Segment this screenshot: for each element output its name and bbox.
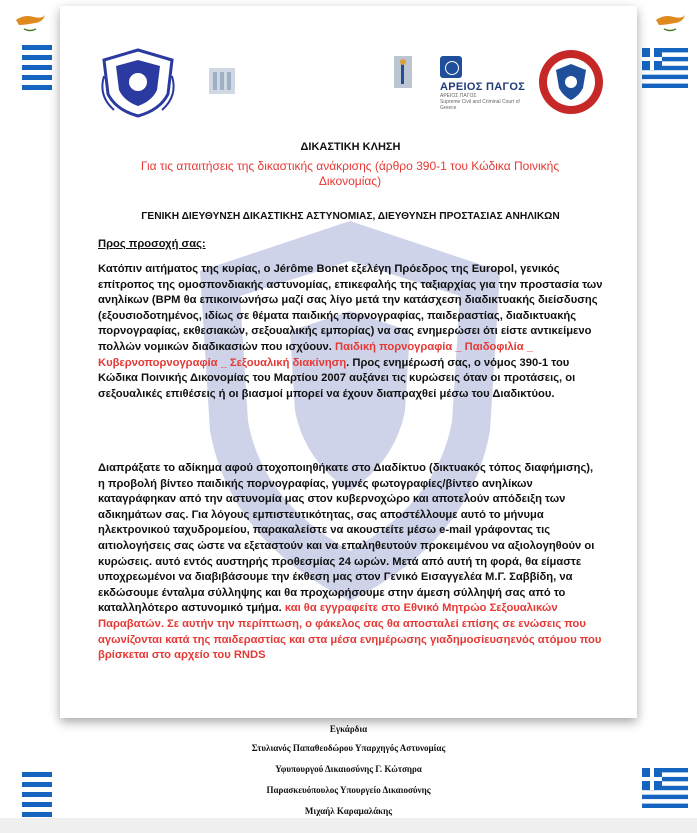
attention-heading: Προς προσοχή σας: (98, 238, 206, 250)
signature-closing: Εγκάρδια (329, 724, 368, 734)
paragraph-1 (98, 262, 603, 402)
signature-line: Παρασκευόπουλος Υπουργείο Δικαιοσύνης (266, 785, 431, 795)
greek-flag-icon (22, 45, 52, 91)
document-title: ΔΙΚΑΣΤΙΚΗ ΚΛΗΣΗ (300, 141, 401, 153)
building-emblem-icon (205, 58, 239, 98)
police-emblem-icon (94, 46, 182, 120)
areios-pagos-logo (440, 56, 526, 111)
paragraph-2 (98, 461, 603, 664)
hellenic-police-badge-icon (536, 46, 606, 118)
bottom-bar (0, 818, 697, 833)
document-subtitle: Για τις απαιτήσεις της δικαστικής ανάκρισης (άρθρο 390-1 του Κώδικα Ποινικής Δικονομίας) (140, 159, 560, 188)
areios-pagos-name: ΑΡΕΙΟΣ ΠΑΓΟΣ (440, 81, 526, 93)
paragraph-2-highlight: και θα εγγραφείτε στο Εθνικό Μητρώο Σεξουαλικών Παραβατών. Σε αυτήν την περίπτωση, ο φάκελος σας θα αποσταλεί επίσης σε ενώσεις που αγωνίζονται κατά της παιδεραστίας και στα μέσα ενημέρωσης γιαδημοσίευσηενός ατόμου που βρίσκεται στο αρχείο του RNDS (98, 602, 602, 662)
greek-flag-icon (642, 48, 688, 88)
paragraph-1-text: Κατόπιν αιτήματος της κυρίας, ο Jérôme Bonet εξελέγη Πρόεδρος της Europol, γενικός επίτροπος της ομοσπονδιακής αστυνομίας, επικεφαλής της ταξιαρχίας για την προστασία των ανηλίκων (BPM θα επικοινωνήσω μαζί σας λίγο μετά την κατάσχεση διαδικτυακής διείσδυσης (εξουσιοδοτημένος, ιδίως σε θέματα παιδικής πορνογραφίας, παιδεραστίας, διαδικτυακής πορνογραφίας, εκθεσιακών, σεξουαλικής εμπορίας) να σας ενημερώσει ότι είστε αντικείμενο πολλών νομικών διαδικασιών που ισχύουν. (98, 263, 603, 353)
summons-document (60, 6, 637, 718)
directorate-heading: ΓΕΝΙΚΗ ΔΙΕΥΘΥΝΣΗ ΔΙΚΑΣΤΙΚΗΣ ΑΣΤΥΝΟΜΙΑΣ, ΔΙΕΥΘΥΝΣΗ ΠΡΟΣΤΑΣΙΑΣ ΑΝΗΛΙΚΩΝ (141, 211, 560, 222)
paragraph-1-text-end: . Προς ενημέρωσή σας, ο νόμος 390-1 του Κώδικα Ποινικής Δικονομίας του Μαρτίου 2007 αυξάνει τις κυρώσεις όταν οι προτάσεις, οι σεξουαλικές επιθέσεις ή οι βιασμοί μπορεί να έχουν διαπραχθεί μέσω του Διαδικτύου. (98, 356, 576, 400)
justice-emblem-icon (390, 52, 416, 92)
paragraph-2-text: Διαπράξατε το αδίκημα αφού στοχοποιηθήκατε στο Διαδίκτυο (δικτυακός τόπος διαφήμισης), η προβολή βίντεο παιδικής πορνογραφίας, γυμνές φωτογραφίες/βίντεο ανηλίκων καταγράφηκαν από την αστυνομία μας στον κυβερνοχώρο και αποτελούν απόδειξη των αδικημάτων σας. Για λόγους εμπιστευτικότητας, σας αποστέλλουμε αυτό το μήνυμα ηλεκτρονικού ταχυδρομείου, παρακαλείστε να ακουστείτε μέσω e-mail γράφοντας τις αιτιολογήσεις σας ώστε να εξεταστούν και να επαληθευτούν προκειμένου να αξιολογηθούν οι κυρώσεις. αυτό εντός αυστηρής προθεσμίας 24 ωρών. Μετά από αυτή τη φορά, θα είμαστε υποχρεωμένοι να διαβιβάσουμε την έκθεση μας στον Γενικό Εισαγγελέα Μ.Γ. Σαββίδη, να εκδώσουμε ένταλμα σύλληψης και θα προχωρήσουμε στην άμεση σύλληψή σας από το καταλληλότερο αστυνομικό τμήμα. (98, 462, 595, 615)
cyprus-flag-icon (650, 10, 690, 36)
signature-line: Μιχαήλ Καραμαλάκης (304, 806, 393, 816)
areios-pagos-subtitle: ΑΡΕΙΟΣ ΠΑΓΟΣ Supreme Civil and Criminal Court of Greece (440, 93, 520, 111)
signature-line: Υφυπουργού Δικαιοσύνης Γ. Κώτσηρα (275, 764, 422, 774)
greek-flag-icon (642, 768, 688, 808)
greek-flag-icon (22, 772, 52, 818)
paragraph-1-highlight: Παιδική πορνογραφία _ Παιδοφιλία _ Κυβερνοπορνογραφία _ Σεξουαλική διακίνηση (98, 340, 533, 369)
signature-line: Στυλιανός Παπαθεοδώρου Υπαρχηγός Αστυνομίας (251, 743, 446, 753)
areios-pagos-emblem-icon (440, 56, 462, 78)
cyprus-flag-icon (10, 10, 50, 36)
